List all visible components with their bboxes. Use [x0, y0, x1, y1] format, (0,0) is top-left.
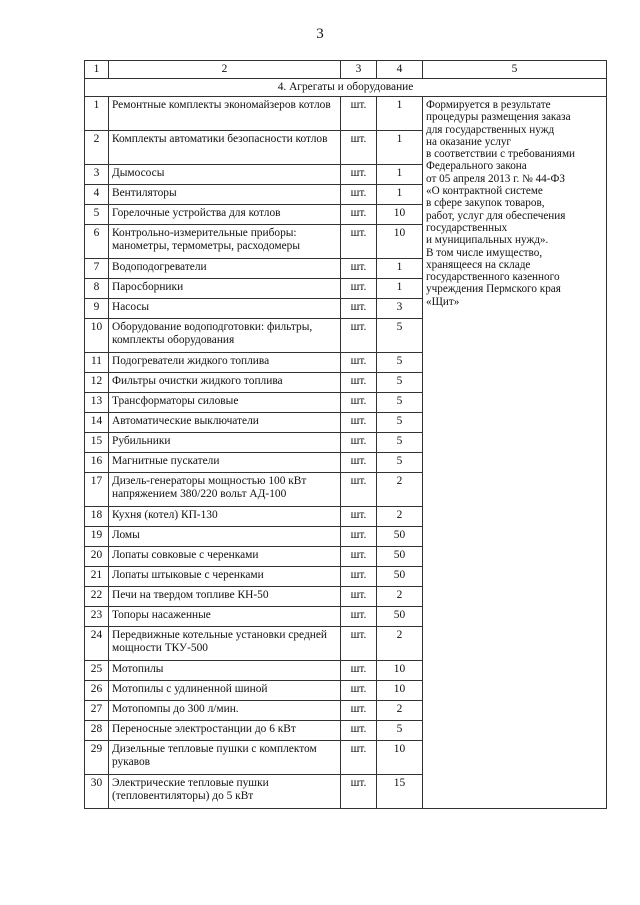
item-unit: шт. [341, 185, 377, 205]
item-name: Топоры насаженные [109, 607, 341, 627]
item-unit: шт. [341, 741, 377, 775]
row-number: 12 [85, 373, 109, 393]
item-name: Ремонтные комплекты экономайзеров котлов [109, 97, 341, 131]
item-quantity: 5 [377, 433, 423, 453]
item-name: Вентиляторы [109, 185, 341, 205]
note-line: «О контрактной системе [426, 185, 543, 198]
note-line: на оказание услуг [426, 135, 512, 148]
row-number: 15 [85, 433, 109, 453]
item-quantity: 5 [377, 453, 423, 473]
note-line: хранящееся на складе [426, 258, 531, 271]
item-quantity: 2 [377, 701, 423, 721]
row-number: 27 [85, 701, 109, 721]
item-name: Рубильники [109, 433, 341, 453]
row-number: 11 [85, 353, 109, 373]
row-number: 10 [85, 319, 109, 353]
item-quantity: 5 [377, 393, 423, 413]
item-unit: шт. [341, 205, 377, 225]
procurement-note [423, 97, 607, 809]
row-number: 25 [85, 661, 109, 681]
note-line: Федерального закона [426, 160, 527, 173]
item-unit: шт. [341, 681, 377, 701]
item-unit: шт. [341, 567, 377, 587]
note-line: государственных [426, 221, 508, 234]
section-title: 4. Агрегаты и оборудование [85, 79, 607, 97]
item-name: Печи на твердом топливе КН-50 [109, 587, 341, 607]
row-number: 2 [85, 131, 109, 165]
item-unit: шт. [341, 259, 377, 279]
item-quantity: 10 [377, 225, 423, 259]
note-line: Формируется в результате [426, 99, 551, 111]
item-quantity: 2 [377, 473, 423, 507]
row-number: 9 [85, 299, 109, 319]
item-unit: шт. [341, 393, 377, 413]
item-unit: шт. [341, 661, 377, 681]
item-name: Фильтры очистки жидкого топлива [109, 373, 341, 393]
note-line: для государственных нужд [426, 123, 555, 136]
item-name: Трансформаторы силовые [109, 393, 341, 413]
item-unit: шт. [341, 527, 377, 547]
item-name: Ломы [109, 527, 341, 547]
item-unit: шт. [341, 319, 377, 353]
item-unit: шт. [341, 587, 377, 607]
item-unit: шт. [341, 507, 377, 527]
item-name: Передвижные котельные установки средней мощности ТКУ-500 [109, 627, 341, 661]
item-unit: шт. [341, 225, 377, 259]
note-line: В том числе имущество, [426, 246, 543, 259]
column-header-1: 1 [85, 61, 109, 79]
item-name: Контрольно-измерительные приборы: манометры, термометры, расходомеры [109, 225, 341, 259]
row-number: 24 [85, 627, 109, 661]
item-unit: шт. [341, 607, 377, 627]
note-line: и муниципальных нужд». [426, 234, 549, 247]
row-number: 6 [85, 225, 109, 259]
item-quantity: 1 [377, 131, 423, 165]
item-quantity: 2 [377, 627, 423, 661]
item-unit: шт. [341, 97, 377, 131]
item-name: Насосы [109, 299, 341, 319]
item-name: Дизель-генераторы мощностью 100 кВт напряжением 380/220 вольт АД-100 [109, 473, 341, 507]
note-line: процедуры размещения заказа [426, 111, 571, 124]
item-name: Переносные электростанции до 6 кВт [109, 721, 341, 741]
row-number: 14 [85, 413, 109, 433]
column-header-4: 4 [377, 61, 423, 79]
item-quantity: 50 [377, 607, 423, 627]
note-line: работ, услуг для обеспечения [426, 209, 566, 222]
item-name: Водоподогреватели [109, 259, 341, 279]
item-quantity: 5 [377, 721, 423, 741]
item-unit: шт. [341, 721, 377, 741]
row-number: 8 [85, 279, 109, 299]
item-unit: шт. [341, 165, 377, 185]
item-quantity: 5 [377, 353, 423, 373]
row-number: 18 [85, 507, 109, 527]
item-name: Кухня (котел) КП-130 [109, 507, 341, 527]
item-quantity: 10 [377, 681, 423, 701]
item-quantity: 50 [377, 567, 423, 587]
item-name: Комплекты автоматики безопасности котлов [109, 131, 341, 165]
item-quantity: 5 [377, 413, 423, 433]
item-unit: шт. [341, 131, 377, 165]
item-name: Мотопилы [109, 661, 341, 681]
table-row [85, 97, 607, 131]
row-number: 28 [85, 721, 109, 741]
item-name: Дизельные тепловые пушки с комплектом рукавов [109, 741, 341, 775]
item-quantity: 1 [377, 165, 423, 185]
item-unit: шт. [341, 775, 377, 809]
item-quantity: 2 [377, 507, 423, 527]
item-quantity: 2 [377, 587, 423, 607]
item-quantity: 1 [377, 97, 423, 131]
item-name: Автоматические выключатели [109, 413, 341, 433]
row-number: 3 [85, 165, 109, 185]
item-quantity: 3 [377, 299, 423, 319]
item-quantity: 10 [377, 741, 423, 775]
item-unit: шт. [341, 413, 377, 433]
row-number: 16 [85, 453, 109, 473]
section-row [85, 79, 607, 97]
row-number: 22 [85, 587, 109, 607]
item-name: Мотопомпы до 300 л/мин. [109, 701, 341, 721]
item-name: Магнитные пускатели [109, 453, 341, 473]
row-number: 30 [85, 775, 109, 809]
item-unit: шт. [341, 473, 377, 507]
item-quantity: 10 [377, 205, 423, 225]
item-quantity: 50 [377, 547, 423, 567]
item-name: Оборудование водоподготовки: фильтры, комплекты оборудования [109, 319, 341, 353]
item-quantity: 10 [377, 661, 423, 681]
item-quantity: 5 [377, 319, 423, 353]
note-line: в соответствии с требованиями [426, 148, 576, 161]
row-number: 5 [85, 205, 109, 225]
row-number: 17 [85, 473, 109, 507]
column-header-3: 3 [341, 61, 377, 79]
item-unit: шт. [341, 279, 377, 299]
item-unit: шт. [341, 433, 377, 453]
item-name: Электрические тепловые пушки (тепловентиляторы) до 5 кВт [109, 775, 341, 809]
item-name: Горелочные устройства для котлов [109, 205, 341, 225]
item-unit: шт. [341, 701, 377, 721]
column-header-2: 2 [109, 61, 341, 79]
note-line: государственного казенного [426, 271, 560, 284]
page-number: 3 [316, 26, 324, 42]
row-number: 7 [85, 259, 109, 279]
item-unit: шт. [341, 373, 377, 393]
row-number: 20 [85, 547, 109, 567]
item-quantity: 1 [377, 185, 423, 205]
item-quantity: 5 [377, 373, 423, 393]
item-quantity: 15 [377, 775, 423, 809]
column-header-5: 5 [423, 61, 607, 79]
item-unit: шт. [341, 353, 377, 373]
note-line: «Щит» [426, 295, 460, 308]
item-name: Паросборники [109, 279, 341, 299]
item-unit: шт. [341, 299, 377, 319]
item-quantity: 1 [377, 259, 423, 279]
item-quantity: 50 [377, 527, 423, 547]
item-name: Подогреватели жидкого топлива [109, 353, 341, 373]
item-quantity: 1 [377, 279, 423, 299]
item-unit: шт. [341, 453, 377, 473]
item-name: Лопаты штыковые с черенками [109, 567, 341, 587]
row-number: 23 [85, 607, 109, 627]
item-name: Мотопилы с удлиненной шиной [109, 681, 341, 701]
item-name: Дымососы [109, 165, 341, 185]
row-number: 26 [85, 681, 109, 701]
note-line: учреждения Пермского края [426, 283, 561, 296]
row-number: 1 [85, 97, 109, 131]
item-unit: шт. [341, 627, 377, 661]
item-name: Лопаты совковые с черенками [109, 547, 341, 567]
note-line: от 05 апреля 2013 г. № 44-ФЗ [426, 172, 565, 185]
row-number: 19 [85, 527, 109, 547]
row-number: 13 [85, 393, 109, 413]
row-number: 4 [85, 185, 109, 205]
note-line: в сфере закупок товаров, [426, 197, 545, 210]
column-number-row [85, 61, 607, 79]
item-unit: шт. [341, 547, 377, 567]
equipment-table [84, 60, 607, 809]
row-number: 29 [85, 741, 109, 775]
row-number: 21 [85, 567, 109, 587]
